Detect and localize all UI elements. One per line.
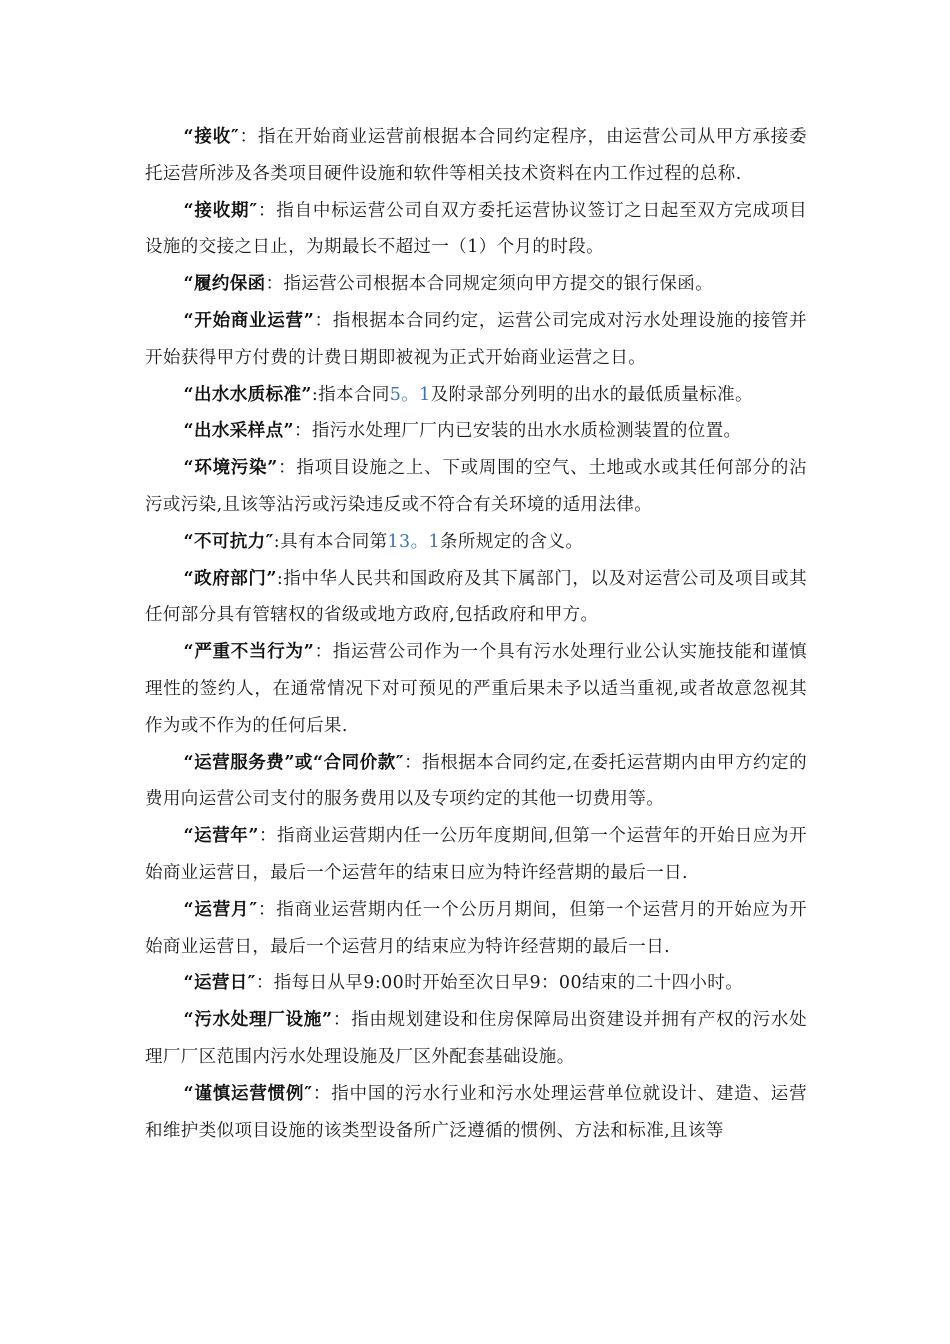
- definition-term: “谨慎运营惯例″: [183, 1083, 313, 1104]
- definition-text: :指中华人民共和国政府及其下属部门，以及对运营公司及项目或其任何部分具有管辖权的省级或地方政府,包括政府和甲方。: [145, 568, 807, 626]
- definition-term: “环境污染”: [183, 458, 278, 479]
- definition-text: ：指商业运营期内任一个公历月期间，但第一个运营月的开始应为开始商业运营日，最后一个运营月的结束应为特许经营期的最后一日.: [145, 899, 807, 957]
- definition-term: “运营年”: [183, 826, 259, 847]
- definition-text: ：指根据本合同约定,在委托运营期内由甲方约定的费用向运营公司支付的服务费用以及专项约定的其他一切费用等。: [145, 752, 807, 810]
- definition-term: “开始商业运营”: [183, 310, 315, 331]
- definition-text: ：指中国的污水行业和污水处理运营单位就设计、建造、运营和维护类似项目设施的该类型设备所广泛遵循的惯例、方法和标准,且该等: [145, 1083, 807, 1141]
- definition-paragraph: [145, 377, 807, 414]
- definitions-body: [145, 119, 807, 1149]
- definition-paragraph: [145, 634, 807, 744]
- clause-reference: 5。1: [389, 384, 431, 405]
- definition-paragraph: [145, 119, 807, 193]
- definition-paragraph: [145, 561, 807, 635]
- definition-term: “运营服务费”或“合同价款″: [183, 752, 404, 773]
- definition-paragraph: [145, 818, 807, 892]
- definition-text: :具有本合同第: [273, 531, 388, 552]
- definition-paragraph: [145, 892, 807, 966]
- definition-term: “污水处理厂设施”: [183, 1010, 333, 1031]
- definition-text: ：指项目设施之上、下或周围的空气、土地或水或其任何部分的沾污或污染,且该等沾污或污染违反或不符合有关环境的适用法律。: [145, 458, 807, 515]
- definition-term: “接收期″: [183, 200, 258, 221]
- definition-paragraph: [145, 450, 807, 524]
- definition-term: “严重不当行为”: [183, 642, 315, 663]
- definition-paragraph: [145, 1002, 807, 1076]
- definition-text: ：指每日从早9:00时开始至次日早9：00结束的二十四小时。: [255, 973, 744, 994]
- definition-text: ：指自中标运营公司自双方委托运营协议签订之日起至双方完成项目设施的交接之日止，为期最长不超过一（1）个月的时段。: [145, 200, 807, 258]
- definition-paragraph: [145, 413, 807, 450]
- definition-term: “出水采样点”: [183, 421, 294, 442]
- definition-text: ：指污水处理厂厂内已安装的出水水质检测装置的位置。: [293, 421, 742, 442]
- definition-term: “运营月″: [183, 899, 258, 920]
- definition-paragraph: [145, 193, 807, 267]
- definition-paragraph: [145, 1076, 807, 1150]
- definition-text: ：指根据本合同约定，运营公司完成对污水处理设施的接管并开始获得甲方付费的计费日期即被视为正式开始商业运营之日。: [145, 310, 807, 368]
- definition-term: “不可抗力″: [183, 531, 274, 552]
- definition-paragraph: [145, 524, 807, 561]
- definition-paragraph: [145, 965, 807, 1002]
- clause-reference: 13。1: [387, 531, 441, 552]
- definition-text: :指本合同: [311, 384, 390, 405]
- definition-text: ：指运营公司作为一个具有污水处理行业公认实施技能和谨慎理性的签约人，在通常情况下对可预见的严重后果未予以适当重视,或者故意忽视其作为或不作为的任何后果.: [145, 642, 807, 736]
- definition-term: “运营日″: [183, 973, 256, 994]
- definition-text: ：指商业运营期内任一公历年度期间,但第一个运营年的开始日应为开始商业运营日，最后一个运营年的结束日应为特许经营期的最后一日.: [145, 826, 807, 883]
- definition-term: “政府部门”: [183, 568, 277, 589]
- definition-paragraph: [145, 266, 807, 303]
- definition-text: ：指在开始商业运营前根据本合同约定程序，由运营公司从甲方承接委托运营所涉及各类项目硬件设施和软件等相关技术资料在内工作过程的总称.: [145, 127, 807, 184]
- definition-text: 及附录部分列明的出水的最低质量标准。: [430, 384, 753, 405]
- definition-term: “出水水质标准”: [183, 384, 312, 405]
- definition-text: ：指由规划建设和住房保障局出资建设并拥有产权的污水处理厂厂区范围内污水处理设施及厂区外配套基础设施。: [145, 1010, 807, 1067]
- definition-term: “履约保函: [183, 274, 266, 295]
- definition-paragraph: [145, 303, 807, 377]
- definition-paragraph: [145, 745, 807, 819]
- definition-text: ：指运营公司根据本合同规定须向甲方提交的银行保函。: [265, 274, 714, 295]
- definition-term: “接收″: [183, 127, 240, 147]
- definition-text: 条所规定的含义。: [440, 531, 584, 552]
